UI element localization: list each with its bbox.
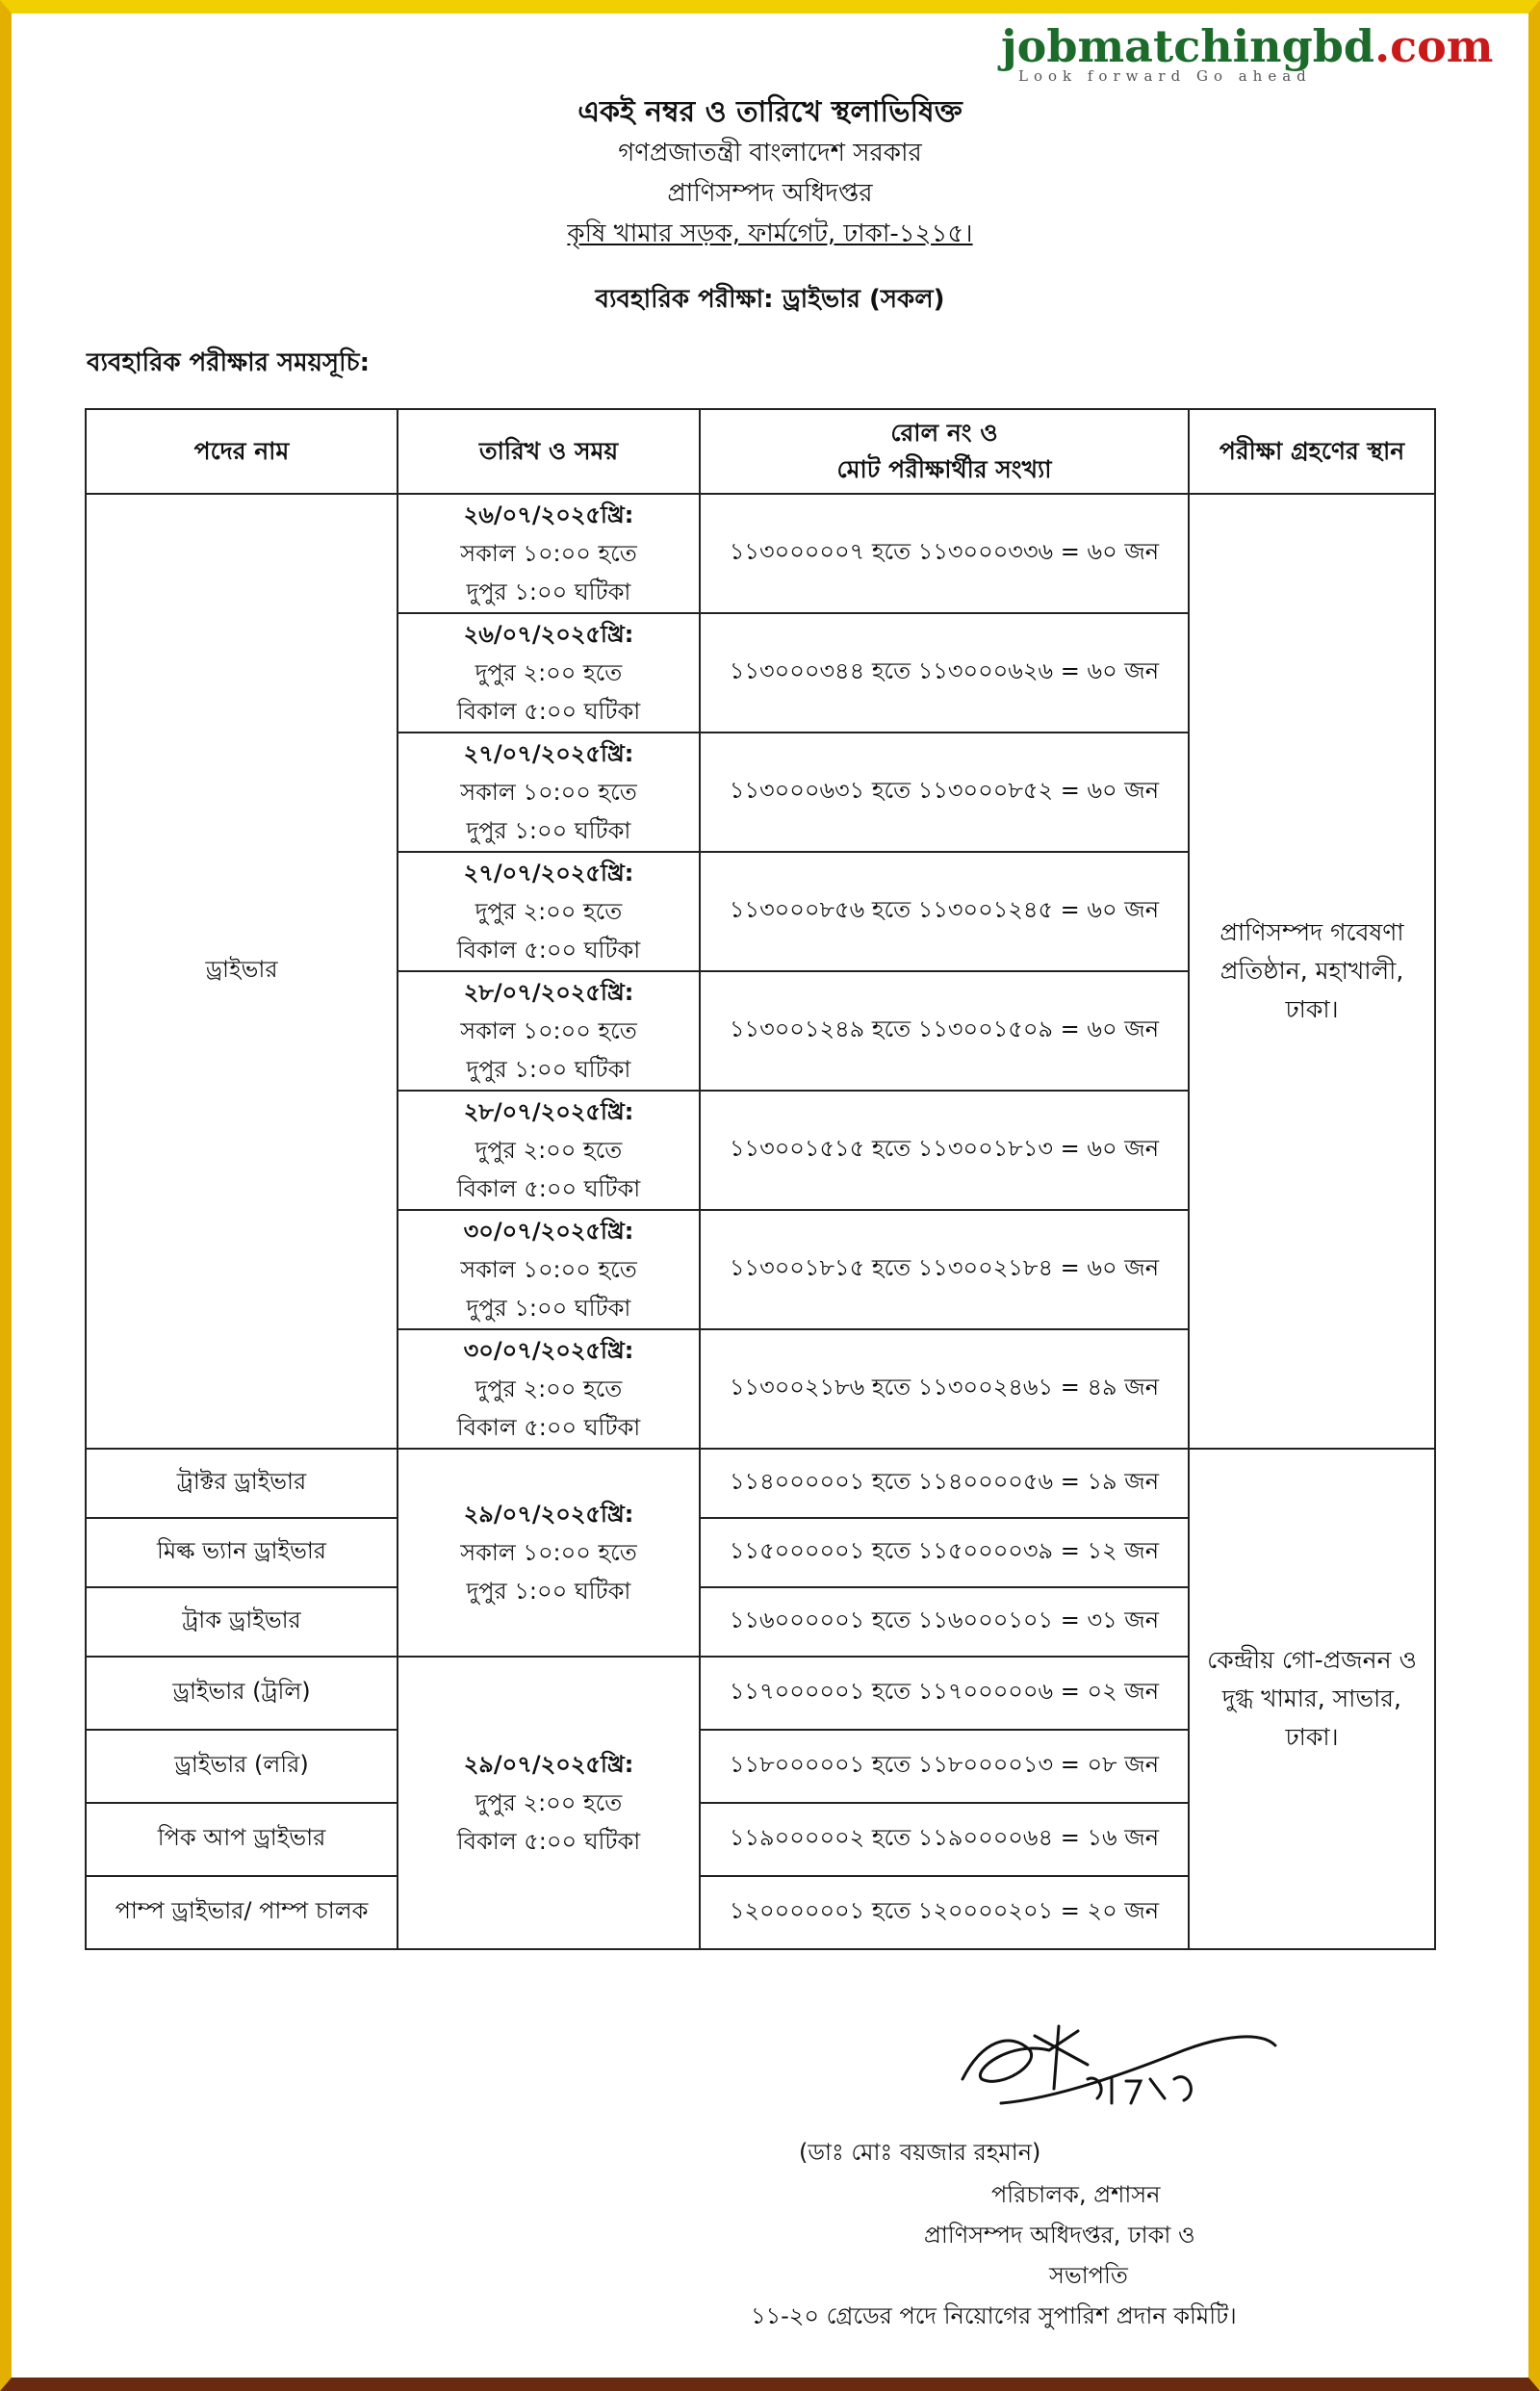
roll-cell: ১২০০০০০০১ হতে ১২০০০০২০১ = ২০ জন bbox=[700, 1876, 1189, 1949]
date-cell: ২৯/০৭/২০২৫খ্রি: সকাল ১০:০০ হতে দুপুর ১:০০ ঘটিকা bbox=[398, 1449, 700, 1657]
post-cell: ট্রাক্টর ড্রাইভার bbox=[86, 1449, 398, 1518]
date-cell: ৩০/০৭/২০২৫খ্রি: দুপুর ২:০০ হতে বিকাল ৫:০০ ঘটিকা bbox=[398, 1329, 700, 1449]
date-cell: ২৯/০৭/২০২৫খ্রি: দুপুর ২:০০ হতে বিকাল ৫:০০ ঘটিকা bbox=[398, 1657, 700, 1949]
frame-left-border bbox=[0, 0, 12, 2391]
exam-title: ব্যবহারিক পরীক্ষা: ড্রাইভার (সকল) bbox=[595, 285, 945, 314]
schedule-table bbox=[85, 408, 1436, 1950]
roll-cell: ১১৩০০১৫১৫ হতে ১১৩০০১৮১৩ = ৬০ জন bbox=[700, 1091, 1189, 1210]
post-cell: পাম্প ড্রাইভার/ পাম্প চালক bbox=[86, 1876, 398, 1949]
roll-cell: ১১৪০০০০০১ হতে ১১৪০০০০৫৬ = ১৯ জন bbox=[700, 1449, 1189, 1518]
department-name: প্রাণিসম্পদ অধিদপ্তর bbox=[667, 179, 873, 208]
stamp-heading: একই নম্বর ও তারিখে স্থলাভিষিক্ত bbox=[578, 95, 962, 129]
table-row bbox=[86, 1449, 1435, 1518]
roll-cell: ১১৩০০০০০৭ হতে ১১৩০০০৩৩৬ = ৬০ জন bbox=[700, 494, 1189, 613]
date-cell: ৩০/০৭/২০২৫খ্রি: সকাল ১০:০০ হতে দুপুর ১:০০ ঘটিকা bbox=[398, 1210, 700, 1329]
header-datetime: তারিখ ও সময় bbox=[398, 409, 700, 494]
post-cell: মিল্ক ভ্যান ড্রাইভার bbox=[86, 1518, 398, 1587]
post-cell: ট্রাক ড্রাইভার bbox=[86, 1587, 398, 1657]
table-row bbox=[86, 494, 1435, 613]
roll-cell: ১১৭০০০০০১ হতে ১১৭০০০০০৬ = ০২ জন bbox=[700, 1657, 1189, 1730]
schedule-title: ব্যবহারিক পরীক্ষার সময়সূচি: bbox=[87, 348, 370, 377]
government-name: গণপ্রজাতন্ত্রী বাংলাদেশ সরকার bbox=[618, 139, 922, 167]
venue-mohakhali: প্রাণিসম্পদ গবেষণা প্রতিষ্ঠান, মহাখালী, ঢাকা। bbox=[1189, 494, 1435, 1449]
roll-cell: ১১৫০০০০০১ হতে ১১৫০০০০৩৯ = ১২ জন bbox=[700, 1518, 1189, 1587]
header-roll: রোল নং ও মোট পরীক্ষার্থীর সংখ্যা bbox=[700, 409, 1189, 494]
roll-cell: ১১৯০০০০০২ হতে ১১৯০০০০৬৪ = ১৬ জন bbox=[700, 1803, 1189, 1876]
roll-cell: ১১৬০০০০০১ হতে ১১৬০০০১০১ = ৩১ জন bbox=[700, 1587, 1189, 1657]
header-venue: পরীক্ষা গ্রহণের স্থান bbox=[1189, 409, 1435, 494]
date-cell: ২৭/০৭/২০২৫খ্রি: সকাল ১০:০০ হতে দুপুর ১:০০ ঘটিকা bbox=[398, 733, 700, 852]
signatory-role: সভাপতি bbox=[1049, 2262, 1128, 2289]
post-cell: পিক আপ ড্রাইভার bbox=[86, 1803, 398, 1876]
post-cell: ড্রাইভার (লরি) bbox=[86, 1730, 398, 1803]
post-cell: ড্রাইভার (ট্রলি) bbox=[86, 1657, 398, 1730]
roll-cell: ১১৩০০১৮১৫ হতে ১১৩০০২১৮৪ = ৬০ জন bbox=[700, 1210, 1189, 1329]
committee-name: ১১-২০ গ্রেডের পদে নিয়োগের সুপারিশ প্রদান কমিটি। bbox=[751, 2302, 1237, 2329]
roll-cell: ১১৩০০০৬৩১ হতে ১১৩০০০৮৫২ = ৬০ জন bbox=[700, 733, 1189, 852]
venue-savar: কেন্দ্রীয় গো-প্রজনন ও দুগ্ধ খামার, সাভার, ঢাকা। bbox=[1189, 1449, 1435, 1949]
date-cell: ২৮/০৭/২০২৫খ্রি: দুপুর ২:০০ হতে বিকাল ৫:০০ ঘটিকা bbox=[398, 1091, 700, 1210]
roll-cell: ১১৮০০০০০১ হতে ১১৮০০০০১৩ = ০৮ জন bbox=[700, 1730, 1189, 1803]
roll-cell: ১১৩০০০৩৪৪ হতে ১১৩০০০৬২৬ = ৬০ জন bbox=[700, 613, 1189, 733]
date-cell: ২৬/০৭/২০২৫খ্রি: সকাল ১০:০০ হতে দুপুর ১:০০ ঘটিকা bbox=[398, 494, 700, 613]
office-address: কৃষি খামার সড়ক, ফার্মগেট, ঢাকা-১২১৫। bbox=[567, 219, 973, 248]
signatory-office: প্রাণিসম্পদ অধিদপ্তর, ঢাকা ও bbox=[924, 2222, 1195, 2249]
brand-watermark bbox=[1001, 21, 1521, 85]
frame-right-border bbox=[1528, 0, 1540, 2391]
brand-tagline: Look forward Go ahead bbox=[1018, 67, 1312, 85]
header-post: পদের নাম bbox=[86, 409, 398, 494]
roll-cell: ১১৩০০২১৮৬ হতে ১১৩০০২৪৬১ = ৪৯ জন bbox=[700, 1329, 1189, 1449]
signatory-name: (ডাঃ মোঃ বয়জার রহমান) bbox=[799, 2139, 1041, 2166]
roll-cell: ১১৩০০০৮৫৬ হতে ১১৩০০১২৪৫ = ৬০ জন bbox=[700, 852, 1189, 971]
date-cell: ২৬/০৭/২০২৫খ্রি: দুপুর ২:০০ হতে বিকাল ৫:০০ ঘটিকা bbox=[398, 613, 700, 733]
date-cell: ২৭/০৭/২০২৫খ্রি: দুপুর ২:০০ হতে বিকাল ৫:০০ ঘটিকা bbox=[398, 852, 700, 971]
date-cell: ২৮/০৭/২০২৫খ্রি: সকাল ১০:০০ হতে দুপুর ১:০০ ঘটিকা bbox=[398, 971, 700, 1091]
signatory-title: পরিচালক, প্রশাসন bbox=[991, 2181, 1161, 2208]
post-driver: ড্রাইভার bbox=[86, 494, 398, 1449]
roll-cell: ১১৩০০১২৪৯ হতে ১১৩০০১৫০৯ = ৬০ জন bbox=[700, 971, 1189, 1091]
brand-name: jobmatchingbd.com bbox=[1001, 20, 1494, 72]
